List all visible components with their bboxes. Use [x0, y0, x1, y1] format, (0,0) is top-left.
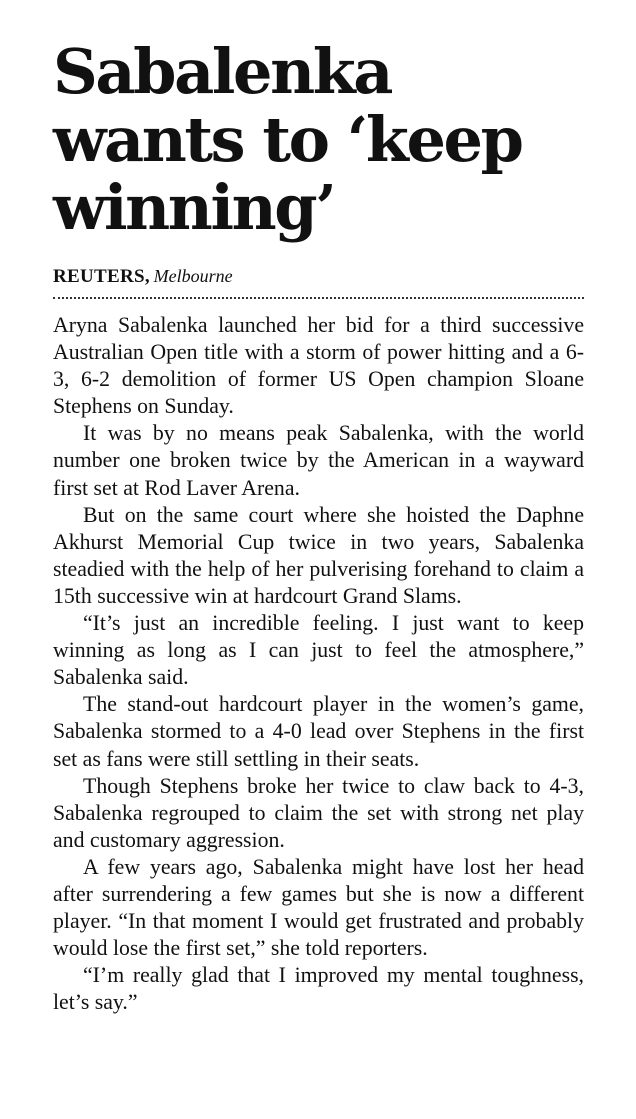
- paragraph: It was by no means peak Sabalenka, with the world number one broken twice by the American in a wayward first set at Rod Laver Arena.: [53, 421, 584, 500]
- byline-separator: ,: [144, 266, 150, 287]
- byline-location: Melbourne: [153, 266, 233, 286]
- article-body: [53, 312, 584, 1016]
- paragraph: “I’m really glad that I improved my mental toughness, let’s say.”: [53, 963, 584, 1015]
- paragraph: Aryna Sabalenka launched her bid for a third successive Australian Open title with a storm of power hitting and a 6-3, 6-2 demolition of former US Open champion Sloane Stephens on Sunday.: [53, 313, 584, 419]
- article: [53, 35, 584, 1016]
- byline: [53, 264, 584, 289]
- paragraph: Though Stephens broke her twice to claw back to 4-3, Sabalenka regrouped to claim the set with strong net play and customary aggression.: [53, 773, 584, 852]
- paragraph: “It’s just an incredible feeling. I just want to keep winning as long as I can just to feel the atmosphere,” Sabalenka said.: [53, 611, 584, 690]
- byline-agency: REUTERS: [53, 266, 145, 287]
- paragraph: A few years ago, Sabalenka might have lost her head after surrendering a few games but she is now a different player. “In that moment I would get frustrated and probably would lose the first set,” she told reporters.: [53, 854, 584, 961]
- headline: Sabalenka wants to ‘keep winning’: [53, 35, 522, 244]
- dotted-divider: [53, 297, 584, 299]
- paragraph: But on the same court where she hoisted the Daphne Akhurst Memorial Cup twice in two years, Sabalenka steadied with the help of her pulverising forehand to claim a 15th successive win at hardcourt Grand Slams.: [53, 502, 584, 608]
- paragraph: The stand-out hardcourt player in the women’s game, Sabalenka stormed to a 4-0 lead over Stephens in the first set as fans were still settling in their seats.: [53, 692, 584, 771]
